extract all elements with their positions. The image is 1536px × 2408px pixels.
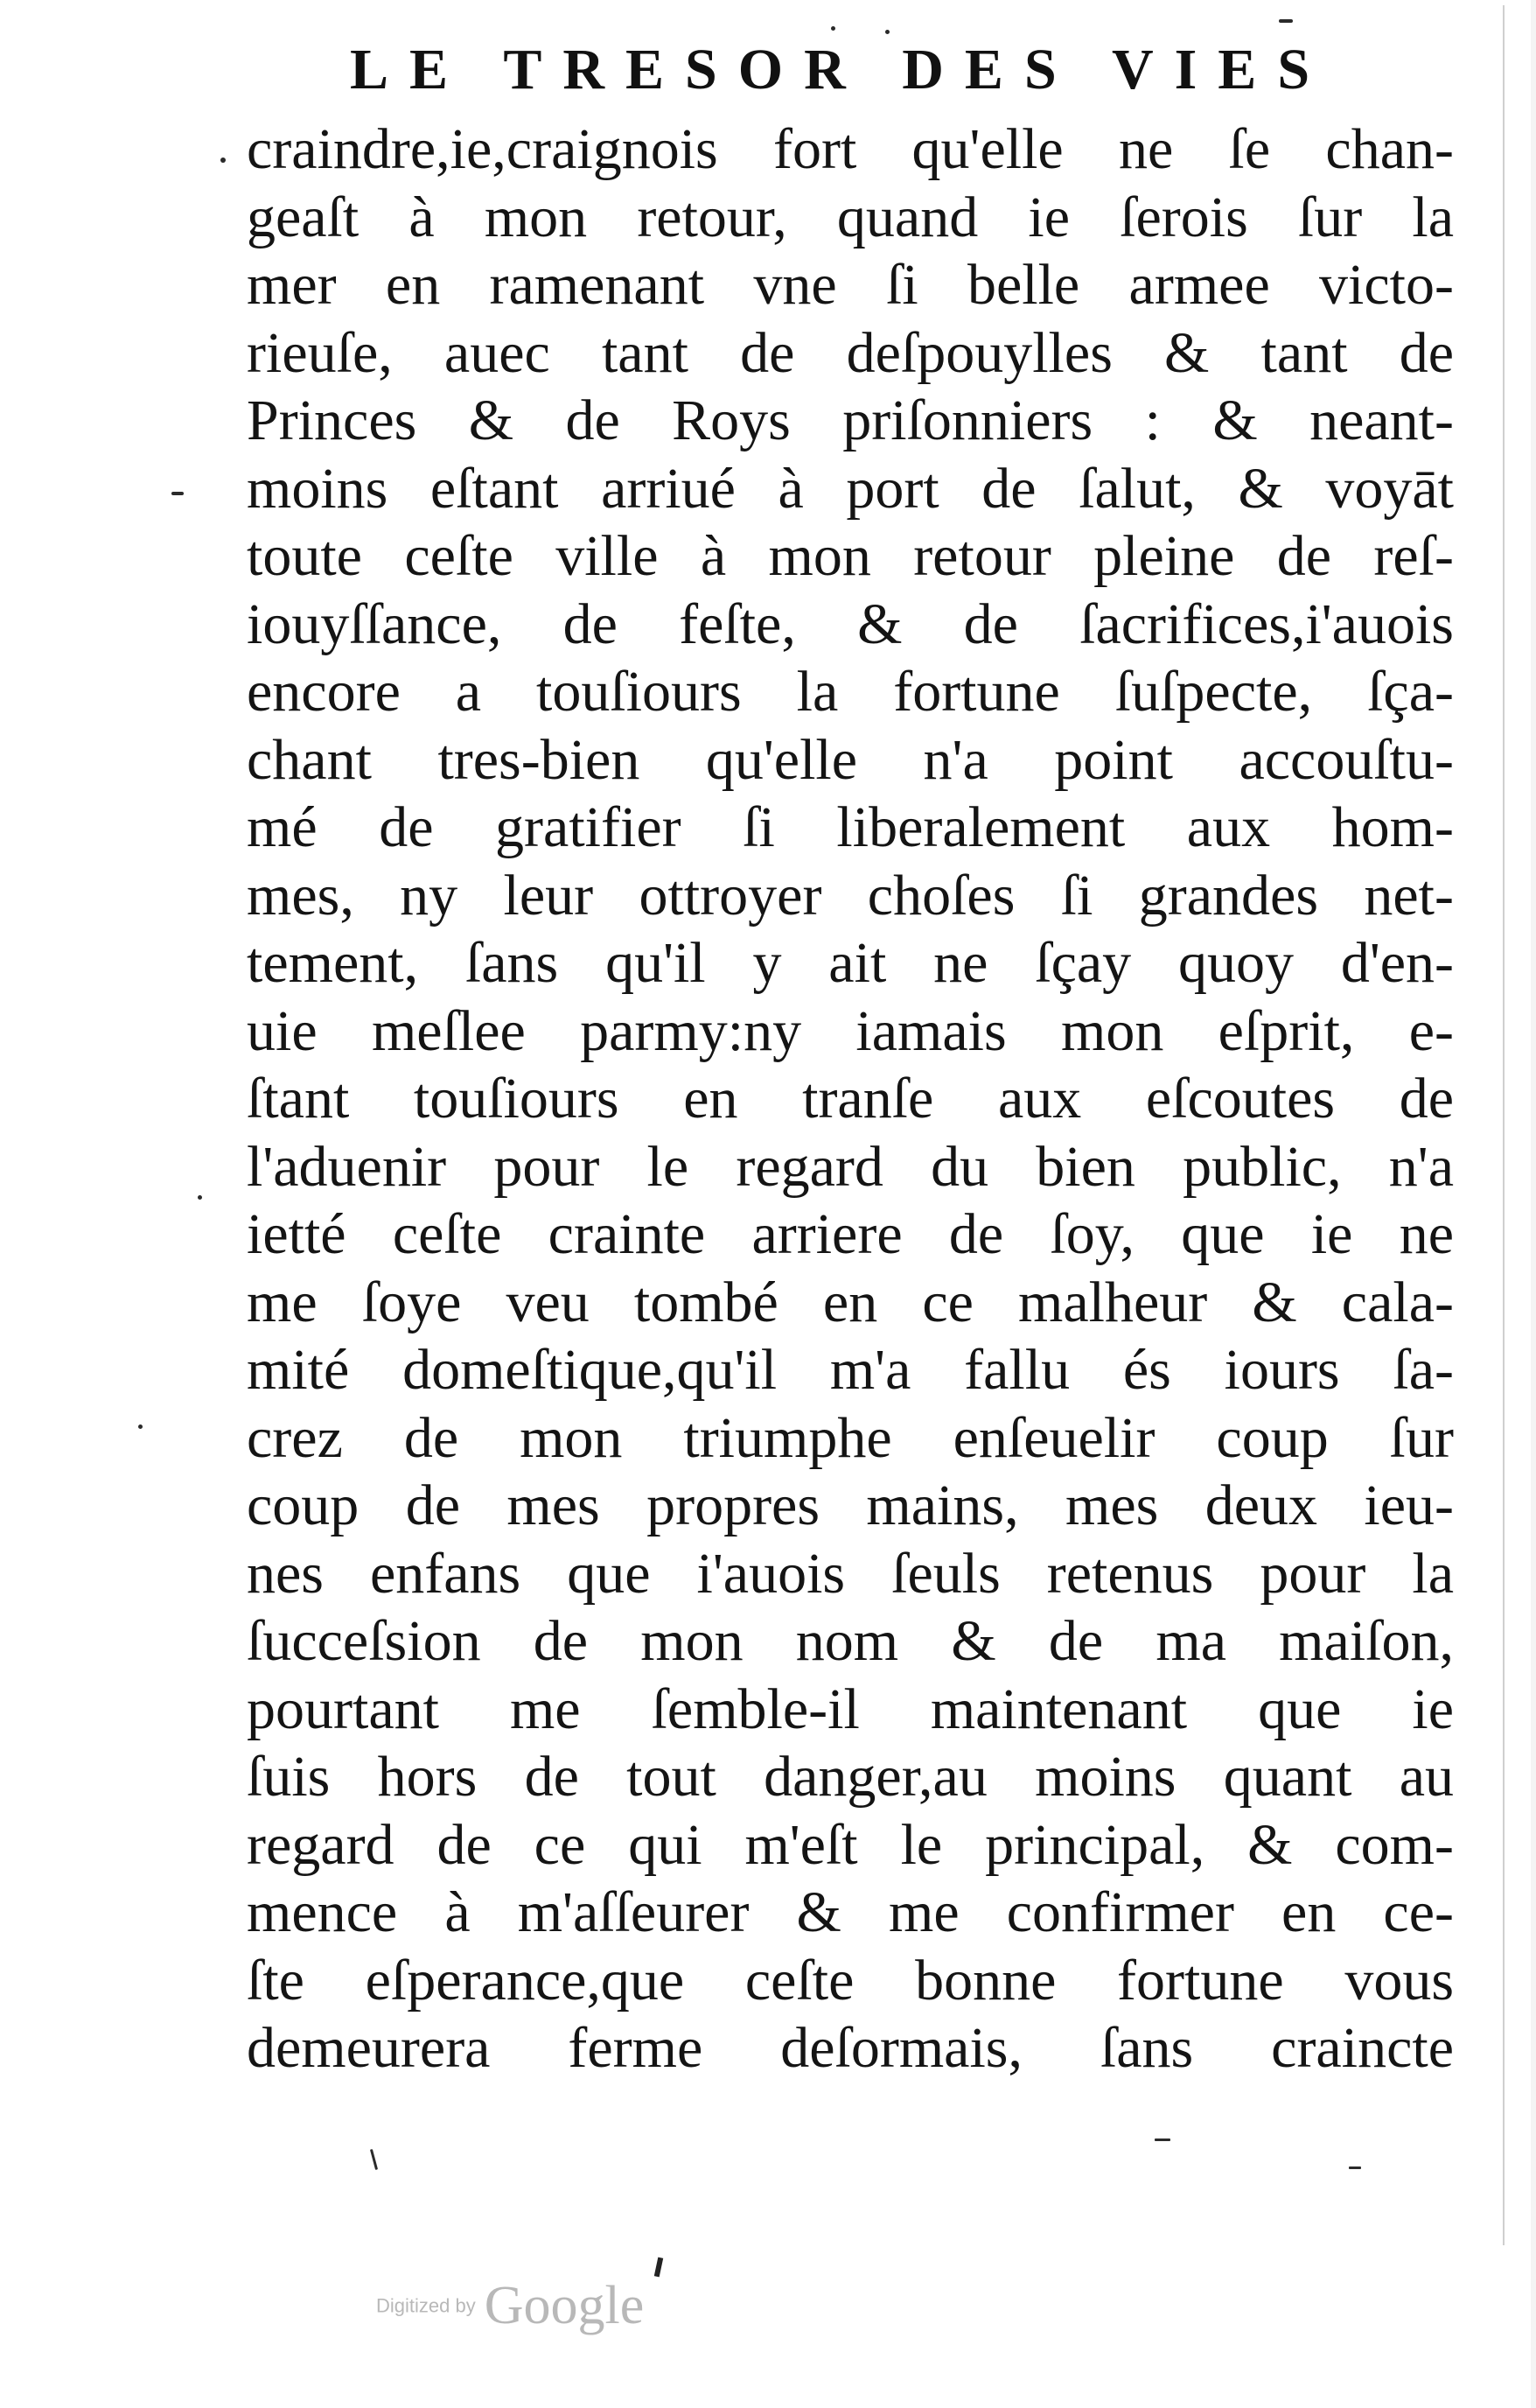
text-line: mité domeſtique,qu'il m'a fallu és iours ſa- bbox=[247, 1338, 1454, 1402]
text-line: ietté ceſte crainte arriere de ſoy, que ie ne bbox=[247, 1202, 1454, 1266]
scan-speck bbox=[198, 1195, 202, 1200]
scan-speck bbox=[370, 2149, 378, 2170]
running-head: LE TRESOR DES VIES bbox=[350, 38, 1331, 102]
text-line: toute ceſte ville à mon retour pleine de reſ- bbox=[247, 524, 1454, 588]
text-line: iouyſſance, de feſte, & de ſacrifices,i'auois bbox=[247, 592, 1454, 656]
text-line: encore a touſiours la fortune ſuſpecte, ſça- bbox=[247, 660, 1454, 724]
text-line: tement, ſans qu'il y ait ne ſçay quoy d'en- bbox=[247, 931, 1454, 995]
text-line: nes enfans que i'auois ſeuls retenus pour la bbox=[247, 1541, 1454, 1606]
text-line: ſucceſsion de mon nom & de ma maiſon, bbox=[247, 1609, 1454, 1673]
text-line: Princes & de Roys priſonniers : & neant- bbox=[247, 388, 1454, 452]
body-text bbox=[247, 116, 1454, 2082]
watermark-logo: Google bbox=[484, 2276, 645, 2335]
text-line: craindre,ie,craignois fort qu'elle ne ſe chan- bbox=[247, 117, 1454, 181]
text-line: mer en ramenant vne ſi belle armee victo- bbox=[247, 253, 1454, 317]
scan-speck bbox=[831, 26, 835, 31]
text-line: demeurera ferme deſormais, ſans craincte bbox=[247, 2016, 1454, 2080]
scan-speck bbox=[1279, 19, 1293, 23]
scan-speck bbox=[220, 158, 226, 163]
text-line: geaſt à mon retour, quand ie ſerois ſur la bbox=[247, 185, 1454, 249]
text-line: uie meſlee parmy:ny iamais mon eſprit, e- bbox=[247, 998, 1454, 1063]
text-line: me ſoye veu tombé en ce malheur & cala- bbox=[247, 1270, 1454, 1334]
watermark-prefix: Digitized by bbox=[376, 2294, 476, 2317]
text-line: coup de mes propres mains, mes deux ieu- bbox=[247, 1474, 1454, 1537]
digitization-watermark bbox=[376, 2275, 644, 2337]
text-line: rieuſe, auec tant de deſpouylles & tant de bbox=[247, 320, 1454, 385]
text-line: moins eſtant arriué à port de ſalut, & voyāt bbox=[247, 456, 1454, 521]
text-line: mes, ny leur ottroyer choſes ſi grandes net- bbox=[247, 863, 1454, 928]
ink-mark bbox=[654, 2258, 663, 2278]
text-line: chant tres-bien qu'elle n'a point accouſtu- bbox=[247, 727, 1454, 792]
scan-speck bbox=[171, 492, 184, 495]
text-line: ſte eſperance,que ceſte bonne fortune vous bbox=[247, 1948, 1454, 2012]
scan-speck bbox=[1349, 2166, 1361, 2169]
scan-speck bbox=[138, 1424, 143, 1429]
scan-speck bbox=[1155, 2138, 1170, 2141]
text-line: l'aduenir pour le regard du bien public, n'a bbox=[247, 1134, 1454, 1199]
text-line: regard de ce qui m'eſt le principal, & com- bbox=[247, 1812, 1454, 1877]
text-line: mence à m'aſſeurer & me confirmer en ce- bbox=[247, 1880, 1454, 1944]
scan-speck bbox=[885, 30, 890, 34]
text-line: crez de mon triumphe enſeuelir coup ſur bbox=[247, 1405, 1454, 1470]
page-edge-shadow bbox=[1531, 0, 1536, 2408]
text-line: ſuis hors de tout danger,au moins quant au bbox=[247, 1745, 1454, 1809]
text-line: ſtant touſiours en tranſe aux eſcoutes de bbox=[247, 1067, 1454, 1130]
text-line: mé de gratifier ſi liberalement aux hom- bbox=[247, 795, 1454, 859]
page-edge-line bbox=[1503, 5, 1505, 2245]
text-line: pourtant me ſemble-il maintenant que ie bbox=[247, 1676, 1454, 1741]
